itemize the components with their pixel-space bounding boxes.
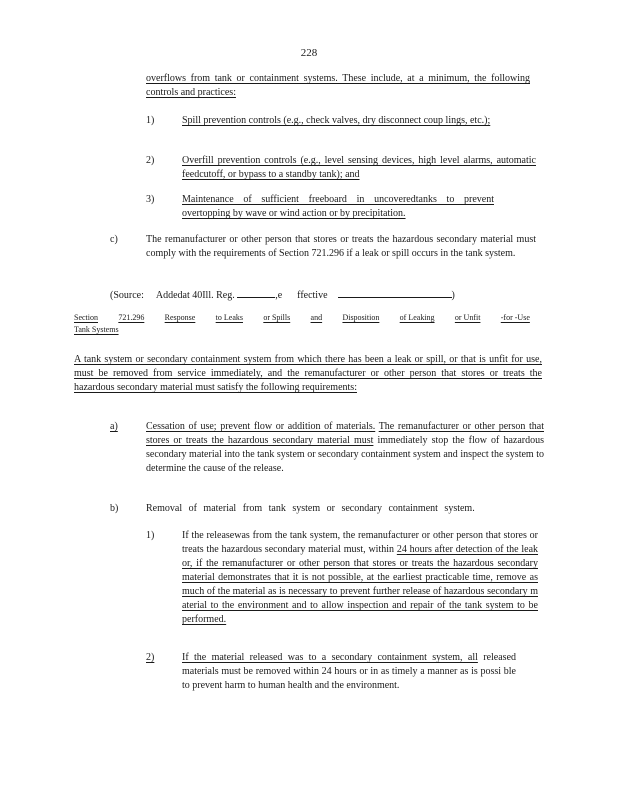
control-1-text: Spill prevention controls (e.g., check valves, dry disconnect coup lings, etc.); bbox=[182, 115, 491, 126]
sub-1-plain: If the releasewas from the tank system, the remanufacturer or other person that stores or treats the hazardous secondary material must, within bbox=[182, 530, 538, 555]
item-a-heading: Cessation of use; prevent flow or addition of materials. bbox=[146, 421, 376, 432]
sub-2-plain: released materials must be removed within 24 hours or in as timely a manner as is possi ble to prevent harm to human health and the environment. bbox=[182, 652, 517, 691]
section-title-word: of Leaking bbox=[399, 313, 435, 322]
section-title-word: or Spills bbox=[263, 313, 291, 322]
source-blank-1 bbox=[237, 287, 275, 298]
item-a-underlined: The remanufacturer or other person that stores or treats the hazardous secondary material must bbox=[146, 421, 544, 446]
section-title-word: or Unfit bbox=[454, 313, 481, 322]
section-number: 721.296 bbox=[118, 313, 145, 322]
section-heading-line2: Tank Systems bbox=[74, 325, 119, 334]
section-title-word: Disposition bbox=[342, 313, 380, 322]
sub-2-text bbox=[182, 651, 516, 693]
control-3-text: Maintenance of sufficient freeboard in uncoveredtanks to prevent overtopping by wave or wind action or by precipitation. bbox=[182, 194, 494, 219]
item-a-marker: a) bbox=[110, 421, 118, 432]
control-1-marker: 1) bbox=[146, 115, 155, 126]
source-effective: ffective bbox=[297, 290, 328, 301]
sub-1-marker: 1) bbox=[146, 530, 155, 541]
source-added: Addedat 40Ill. Reg. bbox=[155, 290, 235, 301]
section-title-word: Response bbox=[164, 313, 196, 322]
sub-2-marker: 2) bbox=[146, 652, 155, 663]
item-b-text: Removal of material from tank system or secondary containment system. bbox=[146, 503, 475, 514]
sub-1-text bbox=[182, 529, 538, 627]
control-2-text: Overfill prevention controls (e.g., level sensing devices, high level alarms, automatic feedcutoff, or bypass to a standby tank); and bbox=[182, 155, 536, 180]
source-prefix: (Source: bbox=[110, 290, 144, 301]
source-note bbox=[110, 287, 510, 303]
intro-paragraph: overflows from tank or containment systems. These include, at a minimum, the following controls and practices: bbox=[146, 73, 530, 98]
section-heading-line1 bbox=[74, 312, 530, 324]
page-number: 228 bbox=[300, 47, 318, 59]
source-close: ) bbox=[451, 290, 455, 301]
item-b-marker: b) bbox=[110, 503, 119, 514]
para-c-marker: c) bbox=[110, 234, 118, 245]
source-effective-mid: ,e bbox=[275, 290, 283, 301]
source-blank-2 bbox=[338, 287, 452, 298]
section-title-word: -for -Use bbox=[500, 313, 530, 322]
sub-1-underlined: 24 hours after detection of the leak or, if the remanufacturer or other person that stores or treats the hazardous secondary material demonstrates that it is not possible, at the earliest practicable time, remove as much of the material as is necessary to prevent further release of hazardous secondary m aterial to the environment and to allow inspection and repair of the tank system to be performed. bbox=[182, 544, 539, 625]
control-3-marker: 3) bbox=[146, 194, 155, 205]
section-title-word: to Leaks bbox=[215, 313, 243, 322]
section-label: Section bbox=[74, 313, 98, 322]
section-heading bbox=[74, 312, 530, 336]
item-a-plain: immediately stop the flow of hazardous secondary material into the tank system or secondary containment system and inspect the system to determine the cause of the release. bbox=[146, 435, 544, 474]
control-2-marker: 2) bbox=[146, 155, 155, 166]
item-a-text bbox=[146, 420, 544, 476]
sub-2-underlined: If the material released was to a secondary containment system, all bbox=[182, 652, 478, 663]
body-paragraph: A tank system or secondary containment system from which there has been a leak or spill, or that is unfit for use, must be removed from service immediately, and the remanufacturer or other person that stores or treats the hazardous secondary material must satisfy the following requirements: bbox=[74, 354, 542, 393]
section-title-word: and bbox=[310, 313, 323, 322]
para-c-text: The remanufacturer or other person that stores or treats the hazardous secondary material must comply with the requirements of Section 721.296 if a leak or spill occurs in the tank system. bbox=[146, 234, 536, 259]
